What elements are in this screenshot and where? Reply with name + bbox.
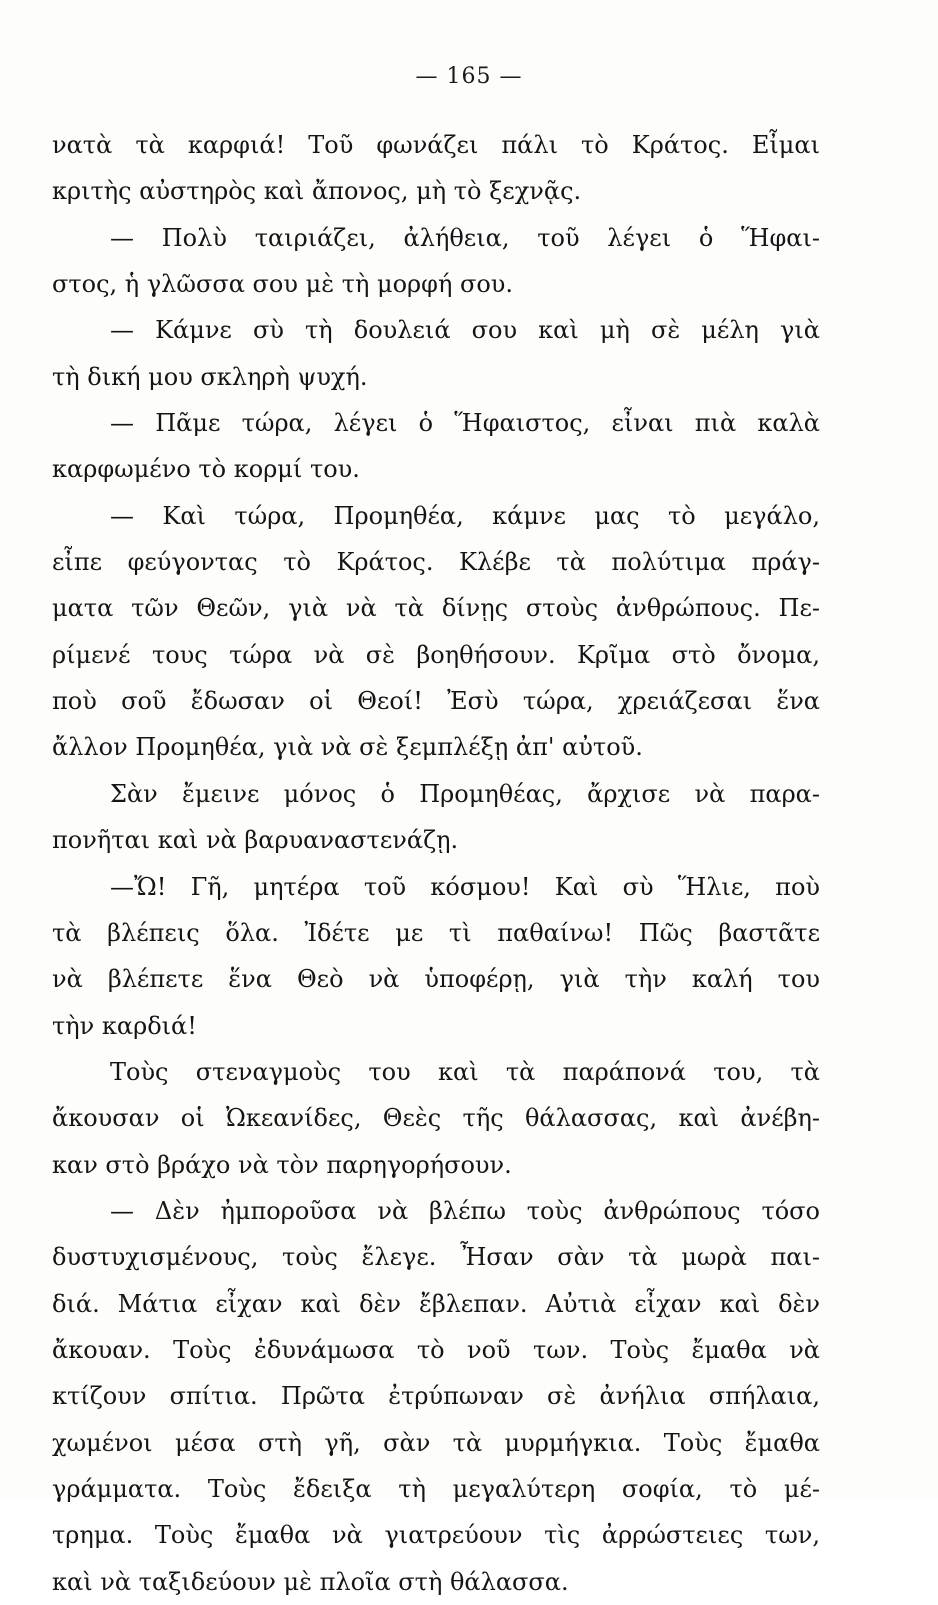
text-line: — Δὲν ἠμποροῦσα νὰ βλέπω τοὺς ἀνθρώπους τόσο xyxy=(110,1196,820,1225)
text-line: εἶπε φεύγοντας τὸ Κράτος. Κλέβε τὰ πολύτιμα πράγ- xyxy=(52,548,820,577)
text-line: ματα τῶν Θεῶν, γιὰ νὰ τὰ δίνῃς στοὺς ἀνθρώπους. Πε- xyxy=(52,594,820,623)
text-line: χωμένοι μέσα στὴ γῆ, σὰν τὰ μυρμήγκια. Τοὺς ἔμαθα xyxy=(52,1428,820,1457)
text-line: Τοὺς στεναγμοὺς του καὶ τὰ παράπονά του, τὰ xyxy=(110,1057,820,1086)
text-line: τὴ δική μου σκληρὴ ψυχή. xyxy=(52,362,368,391)
text-line: στος, ἡ γλῶσσα σου μὲ τὴ μορφή σου. xyxy=(52,270,514,299)
text-line: Σὰν ἔμεινε μόνος ὁ Προμηθέας, ἄρχισε νὰ παρα- xyxy=(110,779,820,808)
text-line: καν στὸ βράχο νὰ τὸν παρηγορήσουν. xyxy=(52,1150,512,1179)
text-line: τρημα. Τοὺς ἔμαθα νὰ γιατρεύουν τὶς ἀρρώστειες των, xyxy=(52,1521,820,1550)
text-line: ποὺ σοῦ ἔδωσαν οἱ Θεοί! Ἐσὺ τώρα, χρειάζεσαι ἕνα xyxy=(52,687,820,716)
text-line: κτίζουν σπίτια. Πρῶτα ἐτρύπωναν σὲ ἀνήλια σπήλαια, xyxy=(52,1382,820,1411)
text-line: καὶ νὰ ταξιδεύουν μὲ πλοῖα στὴ θάλασσα. xyxy=(52,1567,569,1596)
text-line: κριτὴς αὐστηρὸς καὶ ἄπονος, μὴ τὸ ξεχνᾷς. xyxy=(52,177,582,206)
page-number: — 165 — xyxy=(415,64,523,89)
text-line: ρίμενέ τους τώρα νὰ σὲ βοηθήσουν. Κρῖμα στὸ ὄνομα, xyxy=(52,640,820,669)
text-line: καρφωμένο τὸ κορμί του. xyxy=(52,455,360,484)
text-line: τὰ βλέπεις ὅλα. Ἰδέτε με τὶ παθαίνω! Πῶς βαστᾶτε xyxy=(52,918,820,947)
text-line: δυστυχισμένους, τοὺς ἔλεγε. Ἦσαν σὰν τὰ μωρὰ παι- xyxy=(52,1243,820,1272)
text-line: ἄκουσαν οἱ Ὠκεανίδες, Θεὲς τῆς θάλασσας, καὶ ἀνέβη- xyxy=(52,1104,820,1133)
text-line: —Ὤ! Γῆ, μητέρα τοῦ κόσμου! Καὶ σὺ Ἥλιε, ποὺ xyxy=(110,872,820,901)
text-line: τὴν καρδιά! xyxy=(52,1011,197,1040)
text-line: διά. Μάτια εἶχαν καὶ δὲν ἔβλεπαν. Αὐτιὰ εἶχαν καὶ δὲν xyxy=(52,1289,820,1318)
text-line: γράμματα. Τοὺς ἔδειξα τὴ μεγαλύτερη σοφία, τὸ μέ- xyxy=(52,1474,820,1503)
text-line: νὰ βλέπετε ἕνα Θεὸ νὰ ὑποφέρῃ, γιὰ τὴν καλή του xyxy=(52,965,820,994)
text-line: — Πολὺ ταιριάζει, ἀλήθεια, τοῦ λέγει ὁ Ἥφαι- xyxy=(110,223,820,252)
text-line: — Πᾶμε τώρα, λέγει ὁ Ἥφαιστος, εἶναι πιὰ καλὰ xyxy=(110,409,820,438)
text-line: — Κάμνε σὺ τὴ δουλειά σου καὶ μὴ σὲ μέλη γιὰ xyxy=(110,316,820,345)
text-line: ἄλλον Προμηθέα, γιὰ νὰ σὲ ξεμπλέξῃ ἀπ' αὐτοῦ. xyxy=(52,733,643,762)
body-text xyxy=(52,122,820,1605)
text-line: ἄκουαν. Τοὺς ἐδυνάμωσα τὸ νοῦ των. Τοὺς ἔμαθα νὰ xyxy=(52,1335,820,1364)
text-line: πονῆται καὶ νὰ βαρυαναστενάζῃ. xyxy=(52,826,459,855)
text-line: — Καὶ τώρα, Προμηθέα, κάμνε μας τὸ μεγάλο, xyxy=(110,501,820,530)
text-line: νατὰ τὰ καρφιά! Τοῦ φωνάζει πάλι τὸ Κράτος. Εἶμαι xyxy=(52,131,820,159)
